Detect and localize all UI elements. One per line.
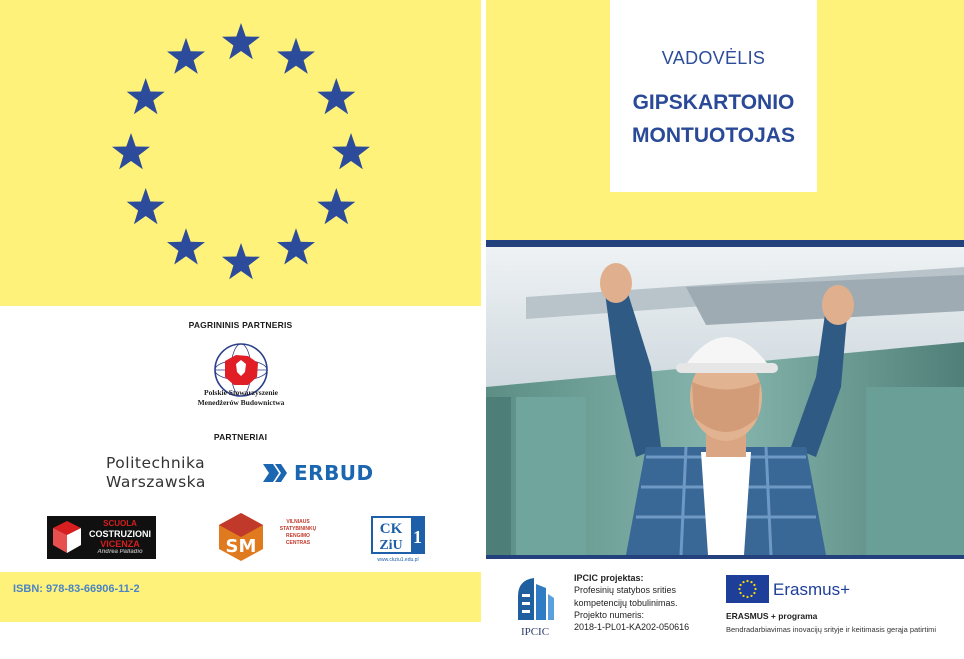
- eu-stars-icon: [0, 0, 481, 306]
- eu-flag-star-icon: [739, 592, 741, 594]
- project-line2: kompetencijų tobulinimas.: [574, 597, 678, 608]
- isbn-text: ISBN: 978-83-66906-11-2: [13, 583, 140, 595]
- ipcic-logo-icon: [512, 574, 558, 624]
- eu-star-icon: [317, 78, 355, 114]
- bottom-blue-band: [486, 555, 964, 559]
- politechnika-line1: Politechnika: [106, 454, 206, 472]
- back-yellow-panel: [0, 0, 481, 306]
- book-title-line1: GIPSKARTONIO: [632, 91, 795, 114]
- eu-star-icon: [112, 133, 150, 169]
- top-blue-band: [486, 240, 964, 247]
- vsrc-line1: VILNIAUS: [286, 519, 310, 525]
- vsrc-name: [268, 519, 328, 547]
- eu-flag-star-icon: [742, 595, 744, 597]
- partners-heading: PARTNERIAI: [213, 432, 268, 442]
- eu-flag-star-icon: [742, 581, 744, 583]
- partners-section: [0, 306, 481, 572]
- vsrc-line3: RENGIMO: [286, 533, 310, 539]
- title-box: [610, 0, 817, 192]
- book-title-line2: MONTUOTOJAS: [632, 124, 795, 147]
- isbn-strip: [0, 572, 481, 622]
- scuola-line2: COSTRUZIONI: [89, 529, 151, 539]
- eu-star-icon: [277, 38, 315, 74]
- ckziu-logo-icon: [371, 516, 425, 554]
- vsrc-line4: CENTRAS: [285, 540, 311, 546]
- main-partner-heading: PAGRININIS PARTNERIS: [188, 320, 293, 330]
- eu-star-icon: [167, 228, 205, 264]
- eu-star-icon: [127, 78, 165, 114]
- psmb-name-line1: Polskie Stowarzyszenie: [204, 388, 278, 397]
- eu-flag-star-icon: [753, 584, 755, 586]
- eu-star-icon: [222, 243, 260, 279]
- svg-text:SM: SM: [225, 536, 257, 557]
- eu-flag-star-icon: [753, 592, 755, 594]
- erbud-mark-icon: [263, 464, 291, 482]
- scuola-line3: VICENZA: [100, 539, 140, 549]
- eu-flag-icon: [726, 575, 769, 603]
- eu-star-icon: [127, 188, 165, 224]
- eu-star-icon: [222, 23, 260, 59]
- eu-flag-star-icon: [754, 588, 756, 590]
- worker-photo: [486, 247, 964, 555]
- svg-text:CK: CK: [379, 521, 403, 537]
- svg-text:1: 1: [413, 527, 422, 547]
- project-line3: Projekto numeris:: [574, 609, 645, 620]
- scuola-line1: SCUOLA: [103, 519, 137, 528]
- back-cover: [0, 0, 481, 659]
- ipcic-label: IPCIC: [520, 626, 550, 638]
- eu-flag-star-icon: [746, 596, 748, 598]
- ckziu-url: www.ckziu1.edu.pl: [377, 557, 419, 563]
- erasmus-title: ERASMUS + programa: [726, 611, 818, 621]
- politechnika-logo: [106, 454, 206, 492]
- eu-star-icon: [167, 38, 205, 74]
- eu-flag-star-icon: [739, 584, 741, 586]
- eu-star-icon: [332, 133, 370, 169]
- eu-flag-star-icon: [746, 580, 748, 582]
- erasmus-logo-text: Erasmus+: [773, 580, 850, 599]
- book-title: [610, 86, 817, 152]
- eu-star-icon: [277, 228, 315, 264]
- eu-flag-star-icon: [750, 581, 752, 583]
- eu-flag-star-icon: [750, 595, 752, 597]
- vsrc-line2: STATYBININKŲ: [279, 526, 317, 532]
- front-yellow-panel: [486, 0, 964, 240]
- vsrc-logo-icon: [218, 512, 264, 562]
- project-heading: IPCIC projektas:: [574, 573, 644, 583]
- erasmus-description: Bendradarbiavimas inovacijų srityje ir keitimasis gerąja patirtimi: [726, 625, 937, 634]
- erbud-text: ERBUD: [294, 461, 374, 485]
- psmb-name-line2: Menedżerów Budownictwa: [197, 398, 285, 407]
- eu-flag-star-icon: [738, 588, 740, 590]
- front-cover: [486, 0, 964, 659]
- politechnika-line2: Warszawska: [106, 473, 206, 491]
- scuola-line4: Andrea Palladio: [97, 549, 143, 555]
- project-info: [574, 572, 714, 633]
- psmb-name: [160, 388, 322, 408]
- project-line1: Profesinių statybos srities: [574, 585, 677, 596]
- construction-worker-photo-icon: [486, 247, 964, 555]
- svg-text:ZiU: ZiU: [379, 538, 403, 553]
- eu-star-icon: [317, 188, 355, 224]
- book-subtitle: VADOVĖLIS: [661, 48, 766, 68]
- project-number: 2018-1-PL01-KA202-050616: [574, 622, 690, 633]
- cube-icon: [52, 520, 82, 554]
- scuola-vicenza-logo: [47, 516, 156, 559]
